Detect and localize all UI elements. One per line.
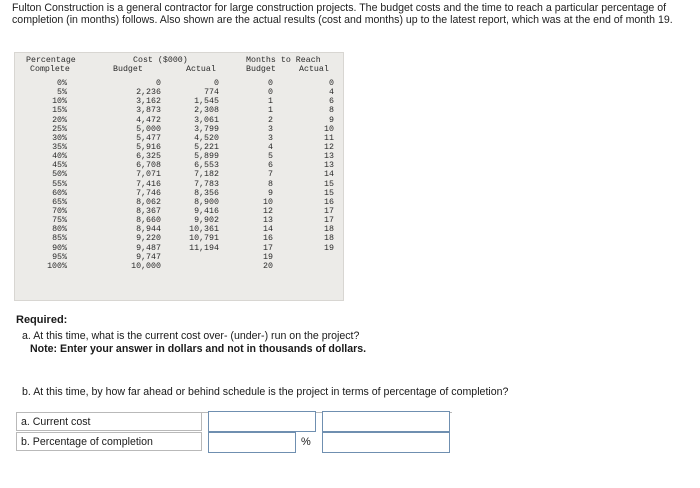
table-row (15, 88, 343, 97)
cell-percentage: 80% (52, 225, 67, 235)
cell-percentage: 20% (52, 115, 67, 125)
cell-actual-months: 13 (324, 152, 334, 162)
cell-percentage: 95% (52, 252, 67, 262)
cell-budget-months: 14 (263, 225, 273, 235)
cell-percentage: 0% (57, 79, 67, 88)
required-heading: Required: (16, 314, 68, 326)
cell-actual-cost: 1,545 (194, 97, 219, 107)
cell-budget-months: 8 (268, 179, 273, 189)
cell-budget-months: 6 (268, 161, 273, 171)
current-cost-input[interactable] (208, 411, 316, 432)
header-months-to-reach: Months to Reach (246, 56, 321, 65)
cell-actual-months: 18 (324, 234, 334, 244)
cell-budget-cost: 7,746 (136, 188, 161, 198)
cell-budget-months: 3 (268, 124, 273, 134)
cell-budget-cost: 9,220 (136, 234, 161, 244)
cell-actual-months: 15 (324, 188, 334, 198)
cell-actual-cost: 3,061 (194, 115, 219, 125)
percent-sign: % (301, 436, 311, 448)
cell-budget-months: 16 (263, 234, 273, 244)
cell-budget-months: 17 (263, 243, 273, 253)
cell-actual-months: 16 (324, 197, 334, 207)
cell-percentage: 25% (52, 124, 67, 134)
cell-budget-months: 0 (268, 88, 273, 98)
cell-budget-cost: 5,477 (136, 133, 161, 143)
table-row (15, 143, 343, 152)
percentage-completion-input[interactable] (208, 432, 296, 453)
cell-actual-months: 12 (324, 142, 334, 152)
table-row (15, 207, 343, 216)
cell-budget-cost: 3,873 (136, 106, 161, 116)
cell-actual-months: 10 (324, 124, 334, 134)
table-row (15, 253, 343, 262)
table-row (15, 225, 343, 234)
cell-budget-cost: 8,062 (136, 197, 161, 207)
cell-percentage: 15% (52, 106, 67, 116)
cell-budget-cost: 7,071 (136, 170, 161, 180)
cell-budget-cost: 10,000 (131, 261, 161, 271)
cell-budget-cost: 5,000 (136, 124, 161, 134)
cell-actual-months: 15 (324, 179, 334, 189)
cell-budget-cost: 9,747 (136, 252, 161, 262)
table-row (15, 134, 343, 143)
cell-budget-cost: 6,325 (136, 152, 161, 162)
cell-actual-cost: 2,308 (194, 106, 219, 116)
cell-actual-months: 0 (329, 79, 334, 88)
cell-actual-cost: 7,182 (194, 170, 219, 180)
table-row (15, 97, 343, 106)
cell-percentage: 5% (57, 88, 67, 98)
header-months-budget: Budget (246, 65, 276, 74)
answer-label-current-cost: a. Current cost (16, 412, 202, 431)
schedule-status-input[interactable] (322, 432, 450, 453)
table-row (15, 79, 343, 88)
cell-budget-months: 9 (268, 188, 273, 198)
cell-percentage: 85% (52, 234, 67, 244)
cell-percentage: 40% (52, 152, 67, 162)
cell-budget-months: 10 (263, 197, 273, 207)
cell-percentage: 70% (52, 206, 67, 216)
cell-actual-cost: 8,900 (194, 197, 219, 207)
cell-budget-months: 1 (268, 106, 273, 116)
cell-percentage: 50% (52, 170, 67, 180)
table-row (15, 244, 343, 253)
cell-actual-months: 9 (329, 115, 334, 125)
table-row (15, 170, 343, 179)
cell-actual-months: 18 (324, 225, 334, 235)
cell-budget-months: 7 (268, 170, 273, 180)
cell-actual-cost: 774 (204, 88, 219, 98)
cell-budget-cost: 9,487 (136, 243, 161, 253)
cell-percentage: 45% (52, 161, 67, 171)
cell-percentage: 30% (52, 133, 67, 143)
cell-budget-months: 12 (263, 206, 273, 216)
cell-percentage: 60% (52, 188, 67, 198)
cell-actual-months: 19 (324, 243, 334, 253)
table-row (15, 125, 343, 134)
cell-budget-months: 5 (268, 152, 273, 162)
question-b: b. At this time, by how far ahead or behind schedule is the project in terms of percentage of completion? (22, 386, 509, 398)
header-cost-budget: Budget (113, 65, 143, 74)
table-row (15, 216, 343, 225)
problem-intro: Fulton Construction is a general contractor for large construction projects. The budget costs and the time to reach a particular percentage of completion (in months) follows. Also shown are the actual results (cost and months) up to the latest report, which was at the end of month 19. (12, 2, 673, 26)
cell-actual-cost: 7,783 (194, 179, 219, 189)
table-row (15, 106, 343, 115)
data-table (14, 52, 344, 301)
cell-actual-months: 17 (324, 216, 334, 226)
cell-percentage: 75% (52, 216, 67, 226)
cell-actual-cost: 6,553 (194, 161, 219, 171)
cell-percentage: 90% (52, 243, 67, 253)
table-row (15, 189, 343, 198)
cell-percentage: 10% (52, 97, 67, 107)
question-a-note: Note: Enter your answer in dollars and not in thousands of dollars. (30, 342, 367, 355)
header-months-actual: Actual (299, 65, 329, 74)
cell-budget-months: 0 (268, 79, 273, 88)
cell-budget-cost: 2,236 (136, 88, 161, 98)
cell-actual-cost: 10,791 (189, 234, 219, 244)
cell-budget-months: 13 (263, 216, 273, 226)
cell-actual-months: 17 (324, 206, 334, 216)
cell-actual-months: 14 (324, 170, 334, 180)
header-percentage: Percentage (26, 56, 76, 65)
cell-percentage: 100% (47, 261, 67, 271)
cell-budget-months: 19 (263, 252, 273, 262)
cell-actual-cost: 11,194 (189, 243, 219, 253)
table-row (15, 152, 343, 161)
cell-budget-cost: 3,162 (136, 97, 161, 107)
cell-budget-cost: 8,944 (136, 225, 161, 235)
cell-actual-cost: 9,902 (194, 216, 219, 226)
cell-budget-months: 1 (268, 97, 273, 107)
header-complete: Complete (30, 65, 70, 74)
cell-actual-cost: 9,416 (194, 206, 219, 216)
cell-percentage: 55% (52, 179, 67, 189)
cell-budget-cost: 6,708 (136, 161, 161, 171)
cell-percentage: 65% (52, 197, 67, 207)
cell-budget-cost: 0 (156, 79, 161, 88)
cell-actual-cost: 8,356 (194, 188, 219, 198)
cell-actual-cost: 3,799 (194, 124, 219, 134)
table-row (15, 198, 343, 207)
table-row (15, 161, 343, 170)
cell-actual-cost: 5,221 (194, 142, 219, 152)
cell-budget-months: 3 (268, 133, 273, 143)
current-cost-overrun-input[interactable] (322, 411, 450, 432)
cell-budget-months: 20 (263, 261, 273, 271)
cell-actual-months: 6 (329, 97, 334, 107)
cell-budget-cost: 8,367 (136, 206, 161, 216)
cell-percentage: 35% (52, 142, 67, 152)
table-row (15, 262, 343, 271)
cell-budget-months: 2 (268, 115, 273, 125)
header-cost: Cost ($000) (133, 56, 188, 65)
cell-budget-cost: 7,416 (136, 179, 161, 189)
table-row (15, 234, 343, 243)
table-row (15, 116, 343, 125)
cell-actual-months: 8 (329, 106, 334, 116)
cell-actual-cost: 0 (214, 79, 219, 88)
cell-actual-cost: 10,361 (189, 225, 219, 235)
question-a-text: a. At this time, what is the current cost over- (under-) run on the project? (22, 330, 360, 342)
cell-budget-cost: 4,472 (136, 115, 161, 125)
cell-budget-cost: 5,916 (136, 142, 161, 152)
cell-actual-cost: 5,899 (194, 152, 219, 162)
cell-budget-months: 4 (268, 142, 273, 152)
cell-actual-months: 4 (329, 88, 334, 98)
cell-actual-months: 11 (324, 133, 334, 143)
cell-actual-months: 13 (324, 161, 334, 171)
table-body (15, 79, 343, 271)
cell-actual-cost: 4,520 (194, 133, 219, 143)
answer-label-percentage: b. Percentage of completion (16, 432, 202, 451)
cell-budget-cost: 8,660 (136, 216, 161, 226)
header-cost-actual: Actual (186, 65, 216, 74)
table-row (15, 180, 343, 189)
question-a (22, 330, 366, 355)
